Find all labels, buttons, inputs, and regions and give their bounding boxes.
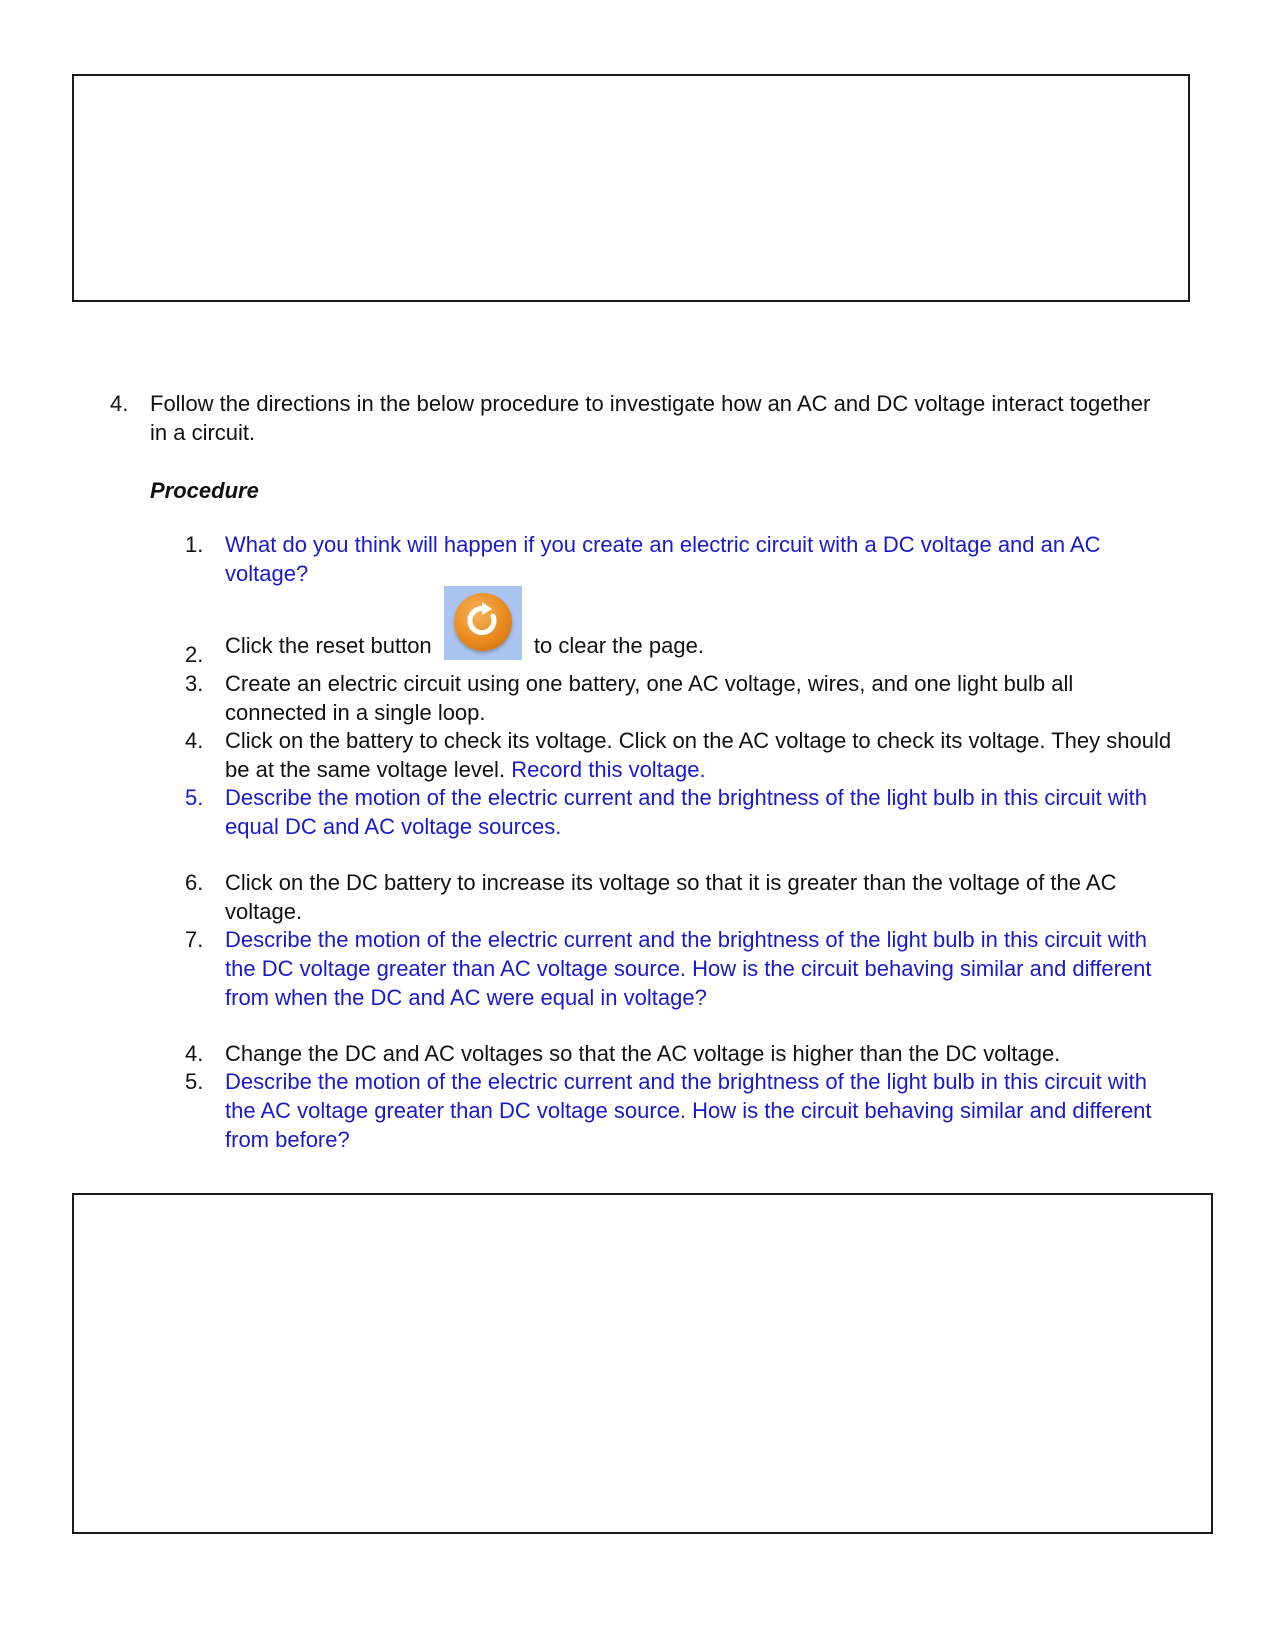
step-number: 3. xyxy=(185,671,204,696)
step-text-post: to clear the page. xyxy=(533,633,704,658)
step-number: 4. xyxy=(185,1041,204,1066)
answer-box-top[interactable] xyxy=(72,74,1190,302)
step-number: 5. xyxy=(185,1069,204,1094)
step-text: Change the DC and AC voltages so that the AC voltage is higher than the DC voltage. xyxy=(225,1041,1061,1066)
step-text: Describe the motion of the electric current and the brightness of the light bulb in this circuit with the DC voltage greater than AC voltage source. How is the circuit behaving similar and different from when the DC and AC were equal in voltage? xyxy=(225,927,1152,1010)
question-text: Follow the directions in the below procedure to investigate how an AC and DC voltage interact together in a circuit. xyxy=(150,391,1151,445)
step-text-pre: Click the reset button xyxy=(225,633,432,658)
step-text: Click on the DC battery to increase its voltage so that it is greater than the voltage of the AC voltage. xyxy=(225,870,1117,924)
reset-button[interactable] xyxy=(444,586,522,660)
step-number: 2. xyxy=(185,642,204,667)
step-text: What do you think will happen if you create an electric circuit with a DC voltage and an AC voltage? xyxy=(225,532,1101,586)
step-number: 7. xyxy=(185,927,204,952)
step-text: Create an electric circuit using one battery, one AC voltage, wires, and one light bulb all connected in a single loop. xyxy=(225,671,1074,725)
answer-box-bottom[interactable] xyxy=(72,1193,1213,1534)
step-text-main: Click on the battery to check its voltage. Click on the AC voltage to check its voltage. They should be at the same voltage level. xyxy=(225,728,1172,782)
step-number: 1. xyxy=(185,532,204,557)
step-number: 6. xyxy=(185,870,204,895)
step-text: Describe the motion of the electric current and the brightness of the light bulb in this circuit with equal DC and AC voltage sources. xyxy=(225,785,1148,839)
step-number: 4. xyxy=(185,728,204,753)
step-text xyxy=(225,726,1175,784)
question-number: 4. xyxy=(110,391,129,416)
step-number: 5. xyxy=(185,785,204,810)
step-text xyxy=(225,586,1175,660)
step-text-record: Record this voltage. xyxy=(511,757,706,782)
reset-arrow-icon xyxy=(444,586,522,660)
step-text: Describe the motion of the electric current and the brightness of the light bulb in this circuit with the AC voltage greater than DC voltage source. How is the circuit behaving similar and different from before? xyxy=(225,1069,1152,1152)
procedure-title: Procedure xyxy=(150,478,259,503)
